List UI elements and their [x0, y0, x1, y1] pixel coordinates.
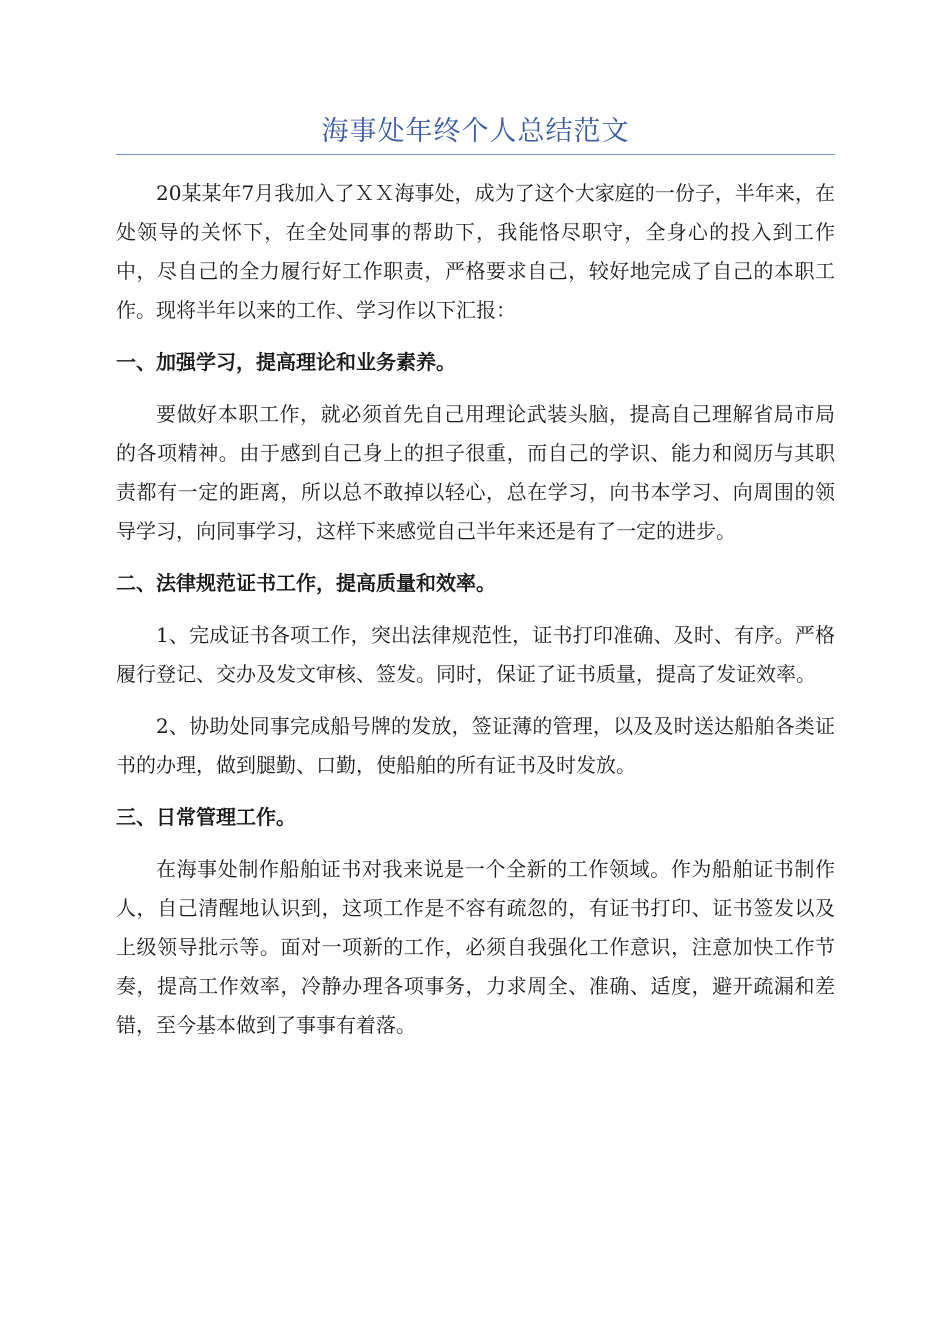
title-underline [116, 154, 835, 155]
document-body [116, 174, 835, 1058]
section-2-paragraph-1: 1、完成证书各项工作，突出法律规范性，证书打印准确、及时、有序。严格履行登记、交办及发文审核、签发。同时，保证了证书质量，提高了发证效率。 [116, 623, 835, 686]
intro-paragraph: 20某某年7月我加入了ＸＸ海事处，成为了这个大家庭的一份子，半年来，在处领导的关怀下，在全处同事的帮助下，我能恪尽职守，全身心的投入到工作中，尽自己的全力履行好工作职责，严格要求自己，较好地完成了自己的本职工作。现将半年以来的工作、学习作以下汇报： [116, 181, 835, 322]
section-heading-2: 二、法律规范证书工作，提高质量和效率。 [116, 571, 496, 595]
section-2-paragraph-2: 2、协助处同事完成船号牌的发放，签证薄的管理，以及及时送达船舶各类证书的办理，做到腿勤、口勤，使船舶的所有证书及时发放。 [116, 714, 835, 777]
section-heading-3: 三、日常管理工作。 [116, 805, 296, 829]
document-title: 海事处年终个人总结范文 [321, 116, 630, 147]
section-3-paragraph-1: 在海事处制作船舶证书对我来说是一个全新的工作领域。作为船舶证书制作人，自己清醒地认识到，这项工作是不容有疏忽的，有证书打印、证书签发以及上级领导批示等。面对一项新的工作，必须自我强化工作意识，注意加快工作节奏，提高工作效率，冷静办理各项事务，力求周全、准确、适度，避开疏漏和差错，至今基本做到了事事有着落。 [116, 857, 835, 1037]
section-1-paragraph-1: 要做好本职工作，就必须首先自己用理论武装头脑，提高自己理解省局市局的各项精神。由于感到自己身上的担子很重，而自己的学识、能力和阅历与其职责都有一定的距离，所以总不敢掉以轻心，总在学习，向书本学习、向周围的领导学习，向同事学习，这样下来感觉自己半年来还是有了一定的进步。 [116, 402, 835, 543]
section-heading-1: 一、加强学习，提高理论和业务素养。 [116, 350, 456, 374]
